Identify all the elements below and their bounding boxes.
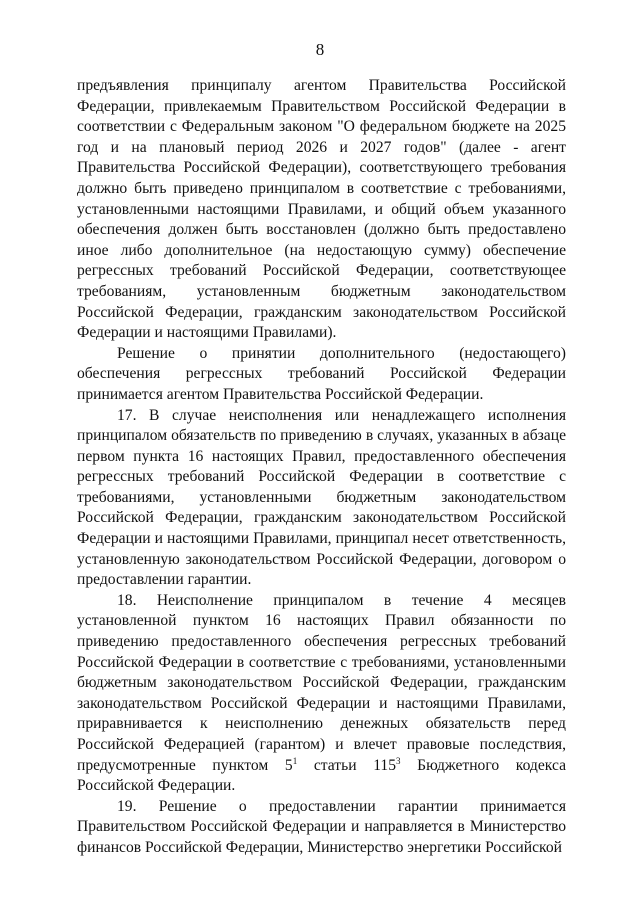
page-number: 8 [315,40,325,59]
clause-18-superscript-point: 1 [292,755,298,766]
paragraph-clause-18 [77,591,566,797]
document-body [77,76,566,859]
paragraph-additional-security-decision: Решение о принятии дополнительного (недостающего) обеспечения регрессных требований Российской Федерации принимается агентом Правительства Российской Федерации. [77,344,566,403]
paragraph-continuation: предъявления принципалу агентом Правительства Российской Федерации, привлекаемым Правительством Российской Федерации в соответствии с Федеральным законом "О федеральном бюджете на 2025 год и на плановый период 2026 и 2027 годов" (далее - агент Правительства Российской Федерации), соответствующего требования должно быть приведено принципалом в соответствие с требованиями, установленными настоящими Правилами, и общий объем указанного обеспечения должен быть восстановлен (должно быть предоставлено иное либо дополнительное (на недостающую сумму) обеспечение регрессных требований Российской Федерации, соответствующее требованиям, установленным бюджетным законодательством Российской Федерации, гражданским законодательством Российской Федерации и настоящими Правилами). [77,77,566,342]
clause-18-text-article: статьи 115 [297,756,397,774]
clause-18-text: 18. Неисполнение принципалом в течение 4 месяцев установленной пунктом 16 настоящих Правил обязанности по приведению предоставленного обеспечения регрессных требований Российской Федерации в соответствие с требованиями, установленными бюджетным законодательством Российской Федерации, гражданским законодательством Российской Федерации и настоящими Правилами, приравнивается к неисполнению денежных обязательств перед Российской Федерацией (гарантом) и влечет правовые последствия, предусмотренные пунктом 5 [77,591,566,774]
clause-18-text-end: Бюджетного кодекса Российской Федерации. [77,756,566,795]
paragraph-clause-17: 17. В случае неисполнения или ненадлежащего исполнения принципалом обязательств по приведению в случаях, указанных в абзаце первом пункта 16 настоящих Правил, предоставленного обеспечения регрессных требований Российской Федерации в соответствие с требованиями, установленными бюджетным законодательством Российской Федерации, гражданским законодательством Российской Федерации и настоящими Правилами, принципал несет ответственность, установленную законодательством Российской Федерации, договором о предоставлении гарантии. [77,406,566,589]
clause-18-superscript-article: 3 [396,755,401,766]
paragraph-clause-19: 19. Решение о предоставлении гарантии принимается Правительством Российской Федерации и направляется в Министерство финансов Российской Федерации, Министерство энергетики Российской [77,797,566,856]
